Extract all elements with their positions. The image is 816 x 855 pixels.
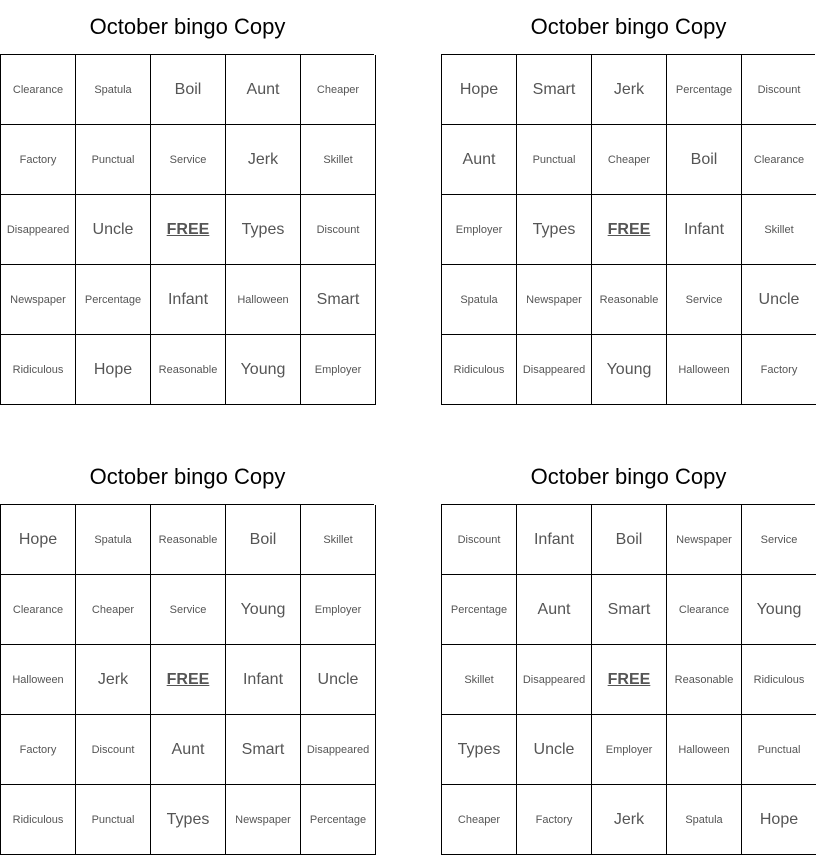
bingo-cell: Discount <box>76 715 151 785</box>
bingo-cell: Clearance <box>1 55 76 125</box>
bingo-cell: Smart <box>517 55 592 125</box>
bingo-cell: Hope <box>1 505 76 575</box>
bingo-card-3 <box>0 450 375 855</box>
bingo-card-4 <box>441 450 816 855</box>
free-cell: FREE <box>592 645 667 715</box>
bingo-cell: Young <box>742 575 816 645</box>
bingo-cell: Reasonable <box>592 265 667 335</box>
bingo-cell: Factory <box>1 715 76 785</box>
bingo-cell: Cheaper <box>442 785 517 855</box>
bingo-cell: Infant <box>226 645 301 715</box>
bingo-cell: Cheaper <box>301 55 376 125</box>
card-title: October bingo Copy <box>89 464 286 489</box>
bingo-cell: Types <box>226 195 301 265</box>
bingo-cell: Halloween <box>667 715 742 785</box>
bingo-cell: Infant <box>667 195 742 265</box>
bingo-grid <box>0 504 374 855</box>
bingo-cell: Percentage <box>442 575 517 645</box>
free-cell: FREE <box>592 195 667 265</box>
bingo-cell: Punctual <box>76 125 151 195</box>
bingo-cell: Employer <box>592 715 667 785</box>
bingo-cell: Clearance <box>667 575 742 645</box>
bingo-cell: Punctual <box>76 785 151 855</box>
bingo-cell: Hope <box>442 55 517 125</box>
bingo-cell: Percentage <box>301 785 376 855</box>
bingo-cell: Clearance <box>742 125 816 195</box>
bingo-cell: Young <box>226 575 301 645</box>
bingo-cell: Reasonable <box>151 335 226 405</box>
bingo-cell: Service <box>742 505 816 575</box>
bingo-cell: Newspaper <box>226 785 301 855</box>
bingo-cell: Jerk <box>592 55 667 125</box>
bingo-cell: Punctual <box>517 125 592 195</box>
bingo-cell: Ridiculous <box>742 645 816 715</box>
bingo-cell: Uncle <box>517 715 592 785</box>
bingo-cell: Jerk <box>226 125 301 195</box>
bingo-cell: Smart <box>592 575 667 645</box>
bingo-card-1 <box>0 0 375 405</box>
bingo-cell: Uncle <box>301 645 376 715</box>
bingo-cell: Punctual <box>742 715 816 785</box>
bingo-cell: Aunt <box>517 575 592 645</box>
bingo-cell: Types <box>442 715 517 785</box>
bingo-cell: Infant <box>517 505 592 575</box>
bingo-cell: Young <box>226 335 301 405</box>
free-cell: FREE <box>151 645 226 715</box>
free-cell: FREE <box>151 195 226 265</box>
bingo-cell: Newspaper <box>1 265 76 335</box>
bingo-cell: Spatula <box>667 785 742 855</box>
card-title: October bingo Copy <box>530 464 727 489</box>
bingo-cell: Cheaper <box>592 125 667 195</box>
bingo-cell: Uncle <box>76 195 151 265</box>
bingo-cell: Cheaper <box>76 575 151 645</box>
bingo-cell: Jerk <box>76 645 151 715</box>
bingo-cell: Halloween <box>667 335 742 405</box>
bingo-cell: Reasonable <box>151 505 226 575</box>
bingo-cell: Boil <box>151 55 226 125</box>
bingo-cell: Hope <box>742 785 816 855</box>
bingo-cell: Spatula <box>76 505 151 575</box>
bingo-cell: Halloween <box>1 645 76 715</box>
card-title: October bingo Copy <box>89 14 286 39</box>
bingo-cell: Clearance <box>1 575 76 645</box>
bingo-cell: Skillet <box>742 195 816 265</box>
bingo-cell: Boil <box>226 505 301 575</box>
bingo-cell: Service <box>151 125 226 195</box>
bingo-cell: Ridiculous <box>1 335 76 405</box>
bingo-cell: Boil <box>592 505 667 575</box>
bingo-cell: Discount <box>442 505 517 575</box>
bingo-cell: Disappeared <box>1 195 76 265</box>
bingo-cell: Service <box>667 265 742 335</box>
bingo-grid <box>441 504 815 855</box>
card-title: October bingo Copy <box>530 14 727 39</box>
bingo-card-2 <box>441 0 816 405</box>
bingo-cell: Aunt <box>151 715 226 785</box>
bingo-cell: Skillet <box>301 125 376 195</box>
bingo-cell: Employer <box>301 575 376 645</box>
bingo-cell: Percentage <box>667 55 742 125</box>
bingo-cell: Infant <box>151 265 226 335</box>
bingo-cell: Boil <box>667 125 742 195</box>
bingo-cell: Percentage <box>76 265 151 335</box>
bingo-grid <box>0 54 374 405</box>
bingo-cell: Factory <box>517 785 592 855</box>
bingo-cell: Skillet <box>442 645 517 715</box>
bingo-cell: Young <box>592 335 667 405</box>
bingo-cell: Smart <box>301 265 376 335</box>
bingo-cell: Factory <box>1 125 76 195</box>
bingo-cell: Ridiculous <box>1 785 76 855</box>
bingo-cell: Employer <box>301 335 376 405</box>
bingo-cell: Skillet <box>301 505 376 575</box>
bingo-cell: Spatula <box>76 55 151 125</box>
bingo-cell: Disappeared <box>517 335 592 405</box>
bingo-cell: Types <box>151 785 226 855</box>
bingo-cell: Employer <box>442 195 517 265</box>
bingo-cell: Hope <box>76 335 151 405</box>
bingo-cell: Aunt <box>226 55 301 125</box>
bingo-cell: Service <box>151 575 226 645</box>
bingo-cell: Factory <box>742 335 816 405</box>
bingo-cell: Discount <box>742 55 816 125</box>
bingo-cell: Jerk <box>592 785 667 855</box>
bingo-cell: Uncle <box>742 265 816 335</box>
bingo-cell: Smart <box>226 715 301 785</box>
bingo-cell: Halloween <box>226 265 301 335</box>
bingo-cell: Spatula <box>442 265 517 335</box>
bingo-cell: Newspaper <box>667 505 742 575</box>
bingo-grid <box>441 54 815 405</box>
bingo-cell: Types <box>517 195 592 265</box>
bingo-cell: Disappeared <box>517 645 592 715</box>
bingo-cell: Ridiculous <box>442 335 517 405</box>
bingo-cell: Disappeared <box>301 715 376 785</box>
bingo-cell: Discount <box>301 195 376 265</box>
bingo-cell: Newspaper <box>517 265 592 335</box>
bingo-cell: Aunt <box>442 125 517 195</box>
bingo-cell: Reasonable <box>667 645 742 715</box>
